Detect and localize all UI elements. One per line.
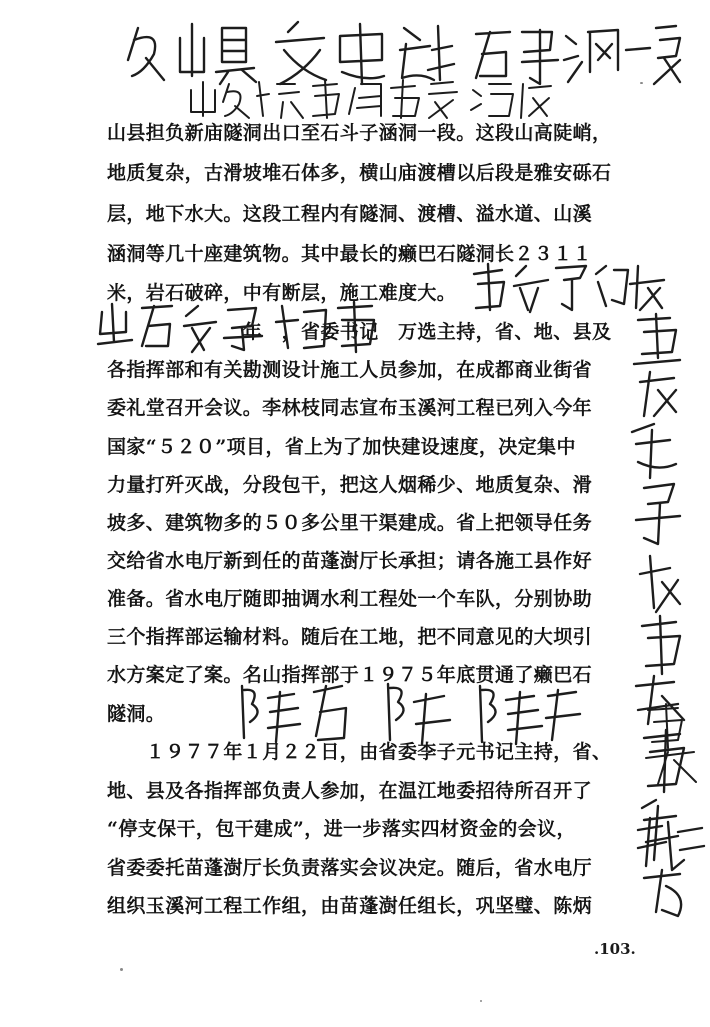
- body-line: 力量打歼灭战，分段包干，把这人烟稀少、地质复杂、滑: [107, 474, 593, 496]
- body-line: 隧洞。: [107, 703, 166, 725]
- body-line: 国家“５２０”项目，省上为了加快建设速度，决定集中: [107, 436, 576, 458]
- handwritten-signature: [230, 678, 590, 750]
- body-line: 组织玉溪河工程工作组，由苗蓬澍任组长，巩坚璧、陈炳: [107, 895, 593, 917]
- handwritten-note-rock: [92, 298, 382, 356]
- scan-speck: [640, 82, 643, 84]
- body-line: 委礼堂召开会议。李林枝同志宣布玉溪河工程已列入今年: [107, 397, 593, 419]
- handwritten-signature-small: [638, 700, 708, 790]
- body-line: “停支保干，包干建成”，进一步落实四材资金的会议，: [107, 818, 576, 840]
- body-line: 地质复杂，古滑坡堆石体多，横山庙渡槽以后段是雅安砾石: [107, 162, 612, 184]
- body-line: 层，地下水大。这段工程内有隧洞、渡槽、溢水道、山溪: [107, 203, 593, 225]
- body-line: 年 ，省委书记 万选主持，省、地、县及: [107, 321, 612, 343]
- body-line: 准备。省水电厅随即抽调水利工程处一个车队，分别协助: [107, 588, 593, 610]
- body-line: 涵洞等几十座建筑物。其中最长的癞巴石隧洞长２３１１: [107, 243, 593, 265]
- body-line: 坡多、建筑物多的５０多公里干渠建成。省上把领导任务: [107, 512, 593, 534]
- scan-speck: [120, 968, 123, 971]
- body-line: 山县担负新庙隧洞出口至石斗子涵洞一段。这段山高陡峭，: [107, 122, 612, 144]
- body-line: 地、县及各指挥部负责人参加，在温江地委招待所召开了: [107, 780, 593, 802]
- page-number: .103.: [594, 940, 636, 958]
- scan-speck: [480, 1000, 482, 1002]
- body-line: 各指挥部和有关勘测设计施工人员参加，在成都商业街省: [107, 359, 593, 381]
- body-line: 米，岩石破碎，中有断层，施工难度大。: [107, 282, 457, 304]
- body-line: 省委委托苗蓬澍厅长负责落实会议决定。随后，省水电厅: [107, 857, 593, 879]
- body-line: 水方案定了案。名山指挥部于１９７５年底贯通了癞巴石: [107, 664, 593, 686]
- body-line: 交给省水电厅新到任的苗蓬澍厅长承担；请各施工县作好: [107, 550, 593, 572]
- handwritten-signature-execute: [632, 812, 710, 922]
- body-line: １９７７年１月２２日，由省委李子元书记主持，省、: [107, 741, 612, 763]
- body-line: 三个指挥部运输材料。随后在工地，把不同意见的大坝引: [107, 626, 593, 648]
- handwritten-note-speed: [468, 258, 668, 314]
